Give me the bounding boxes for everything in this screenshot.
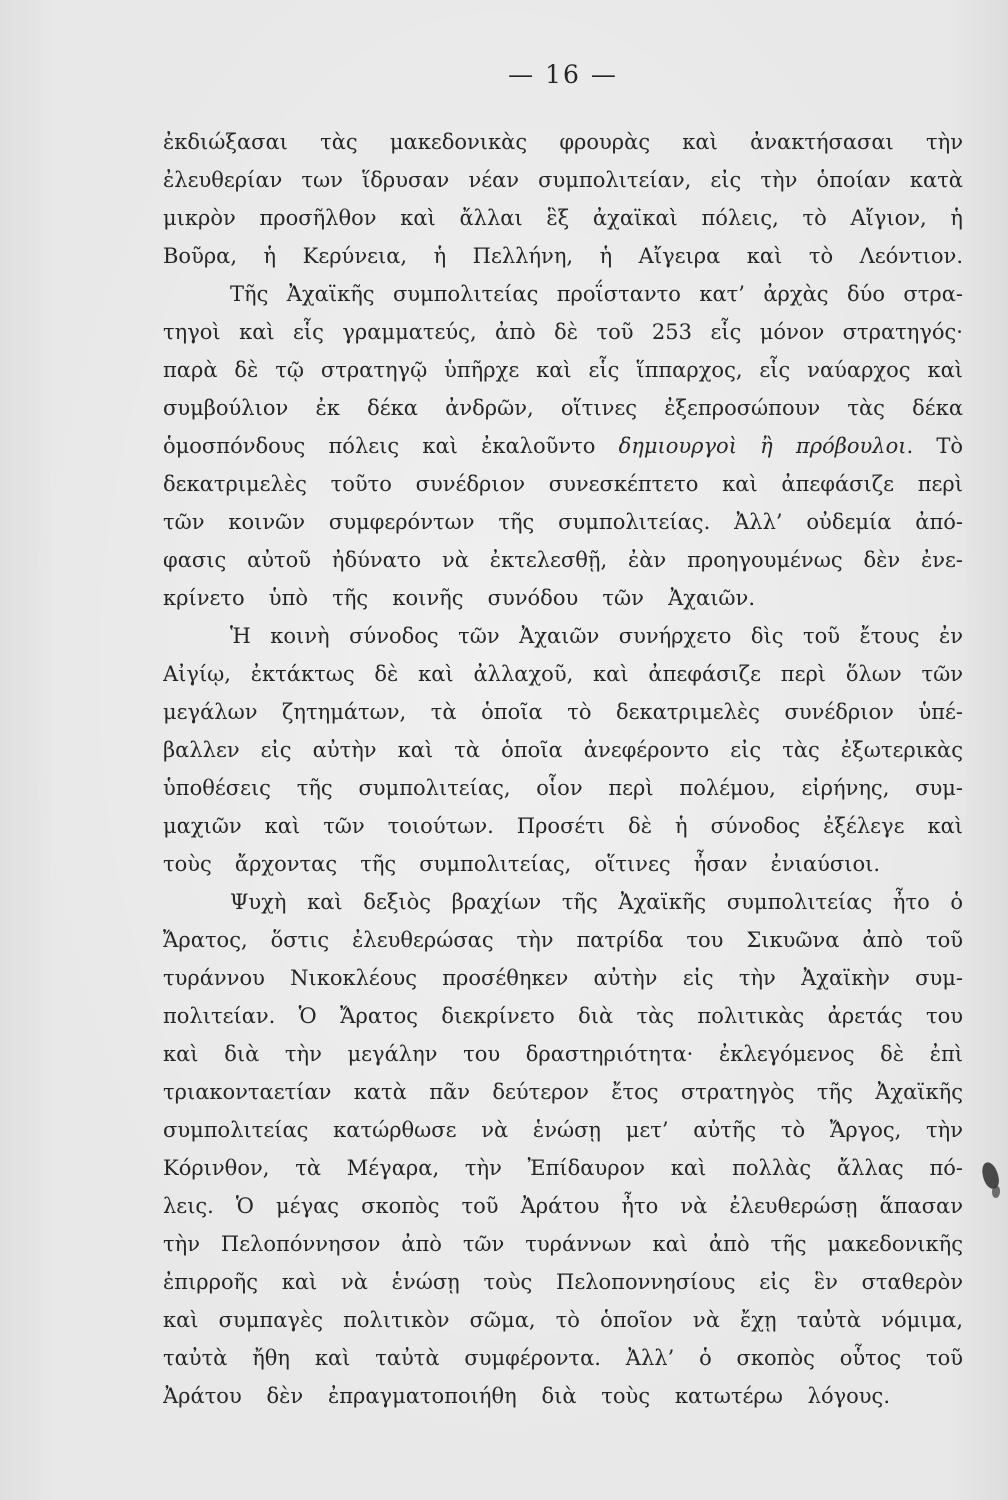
text-line <box>163 427 963 465</box>
ink-smudge <box>992 1186 1000 1198</box>
text-line: κρίνετο ὑπὸ τῆς κοινῆς συνόδου τῶν Ἀχαιῶν. <box>163 586 755 610</box>
text-line: τυράννου Νικοκλέους προσέθηκεν αὐτὴν εἰς τὴν Ἀχαϊκὴν συμ- <box>163 966 963 990</box>
text-run: ὁμοσπόνδους πόλεις καὶ ἐκαλοῦντο <box>163 434 619 458</box>
text-line: φασις αὐτοῦ ἠδύνατο νὰ ἐκτελεσθῇ, ἐὰν προηγουμένως δὲν ἐνε- <box>163 548 963 572</box>
text-line: καὶ διὰ τὴν μεγάλην του δραστηριότητα· ἐκλεγόμενος δὲ ἐπὶ <box>163 1042 963 1066</box>
text-line: ἐλευθερίαν των ἵδρυσαν νέαν συμπολιτείαν, εἰς τὴν ὁποίαν κατὰ <box>163 168 963 192</box>
page-number: — 16 — <box>508 60 618 89</box>
text-line: μικρὸν προσῆλθον καὶ ἄλλαι ἓξ ἀχαϊκαὶ πόλεις, τὸ Αἴγιον, ἡ <box>163 206 963 230</box>
text-line: βαλλεν εἰς αὐτὴν καὶ τὰ ὁποῖα ἀνεφέροντο εἰς τὰς ἐξωτερικὰς <box>163 738 963 762</box>
text-line: ἐκδιώξασαι τὰς μακεδονικὰς φρουρὰς καὶ ἀνακτήσασαι τὴν <box>163 130 963 154</box>
text-line: μαχιῶν καὶ τῶν τοιούτων. Προσέτι δὲ ἡ σύνοδος ἐξέλεγε καὶ <box>163 814 963 838</box>
text-line: τοὺς ἄρχοντας τῆς συμπολιτείας, οἵτινες ἦσαν ἐνιαύσιοι. <box>163 852 880 876</box>
text-line: Ἄρατος, ὅστις ἐλευθερώσας τὴν πατρίδα του Σικυῶνα ἀπὸ τοῦ <box>163 928 963 952</box>
italic-term: δημιουργοὶ ἢ πρόβουλοι <box>618 434 907 458</box>
paragraph <box>163 123 963 275</box>
text-line: ταὐτὰ ἤθη καὶ ταὐτὰ συμφέροντα. Ἀλλ’ ὁ σκοπὸς οὗτος τοῦ <box>163 1346 963 1370</box>
paragraph <box>163 275 963 617</box>
text-line: λεις. Ὁ μέγας σκοπὸς τοῦ Ἀράτου ἦτο νὰ ἐλευθερώσῃ ἅπασαν <box>163 1194 963 1218</box>
text-line: τὴν Πελοπόννησον ἀπὸ τῶν τυράννων καὶ ἀπὸ τῆς μακεδονικῆς <box>163 1232 963 1256</box>
text-line: καὶ συμπαγὲς πολιτικὸν σῶμα, τὸ ὁποῖον νὰ ἔχῃ ταὐτὰ νόμιμα, <box>163 1308 963 1332</box>
text-line: Ψυχὴ καὶ δεξιὸς βραχίων τῆς Ἀχαϊκῆς συμπολιτείας ἦτο ὁ <box>230 890 963 914</box>
text-line: Ἀράτου δὲν ἐπραγματοποιήθη διὰ τοὺς κατωτέρω λόγους. <box>163 1384 890 1408</box>
paragraph <box>163 883 963 1415</box>
text-line: τῶν κοινῶν συμφερόντων τῆς συμπολιτείας. Ἀλλ’ οὐδεμία ἀπό- <box>163 510 963 534</box>
paragraph <box>163 617 963 883</box>
text-line: συμπολιτείας κατώρθωσε νὰ ἑνώσῃ μετ’ αὐτῆς τὸ Ἄργος, τὴν <box>163 1118 963 1142</box>
text-line: πολιτείαν. Ὁ Ἄρατος διεκρίνετο διὰ τὰς πολιτικὰς ἀρετάς του <box>163 1004 963 1028</box>
text-line: ὑποθέσεις τῆς συμπολιτείας, οἷον περὶ πολέμου, εἰρήνης, συμ- <box>163 776 963 800</box>
text-run: . Τὸ <box>906 434 963 458</box>
text-line: Ἡ κοινὴ σύνοδος τῶν Ἀχαιῶν συνήρχετο δὶς τοῦ ἔτους ἐν <box>230 624 963 648</box>
text-line: δεκατριμελὲς τοῦτο συνέδριον συνεσκέπτετο καὶ ἀπεφάσιζε περὶ <box>163 472 963 496</box>
text-line: μεγάλων ζητημάτων, τὰ ὁποῖα τὸ δεκατριμελὲς συνέδριον ὑπέ- <box>163 700 963 724</box>
text-line: Τῆς Ἀχαϊκῆς συμπολιτείας προΐσταντο κατ’ ἀρχὰς δύο στρα- <box>230 282 963 306</box>
text-line: τριακονταετίαν κατὰ πᾶν δεύτερον ἔτος στρατηγὸς τῆς Ἀχαϊκῆς <box>163 1080 963 1104</box>
text-line: Κόρινθον, τὰ Μέγαρα, τὴν Ἐπίδαυρον καὶ πολλὰς ἄλλας πό- <box>163 1156 963 1180</box>
body-text <box>163 123 963 1415</box>
text-line: παρὰ δὲ τῷ στρατηγῷ ὑπῆρχε καὶ εἷς ἵππαρχος, εἷς ναύαρχος καὶ <box>163 358 963 382</box>
text-line: Αἰγίῳ, ἐκτάκτως δὲ καὶ ἀλλαχοῦ, καὶ ἀπεφάσιζε περὶ ὅλων τῶν <box>163 662 963 686</box>
text-line: Βοῦρα, ἡ Κερύνεια, ἡ Πελλήνη, ἡ Αἴγειρα καὶ τὸ Λεόντιον. <box>163 244 963 268</box>
text-line: τηγοὶ καὶ εἷς γραμματεύς, ἀπὸ δὲ τοῦ 253 εἷς μόνον στρατηγός· <box>163 320 963 344</box>
text-line: συμβούλιον ἐκ δέκα ἀνδρῶν, οἵτινες ἐξεπροσώπουν τὰς δέκα <box>163 396 963 420</box>
text-line: ἐπιρροῆς καὶ νὰ ἑνώσῃ τοὺς Πελοποννησίους εἰς ἓν σταθερὸν <box>163 1270 963 1294</box>
